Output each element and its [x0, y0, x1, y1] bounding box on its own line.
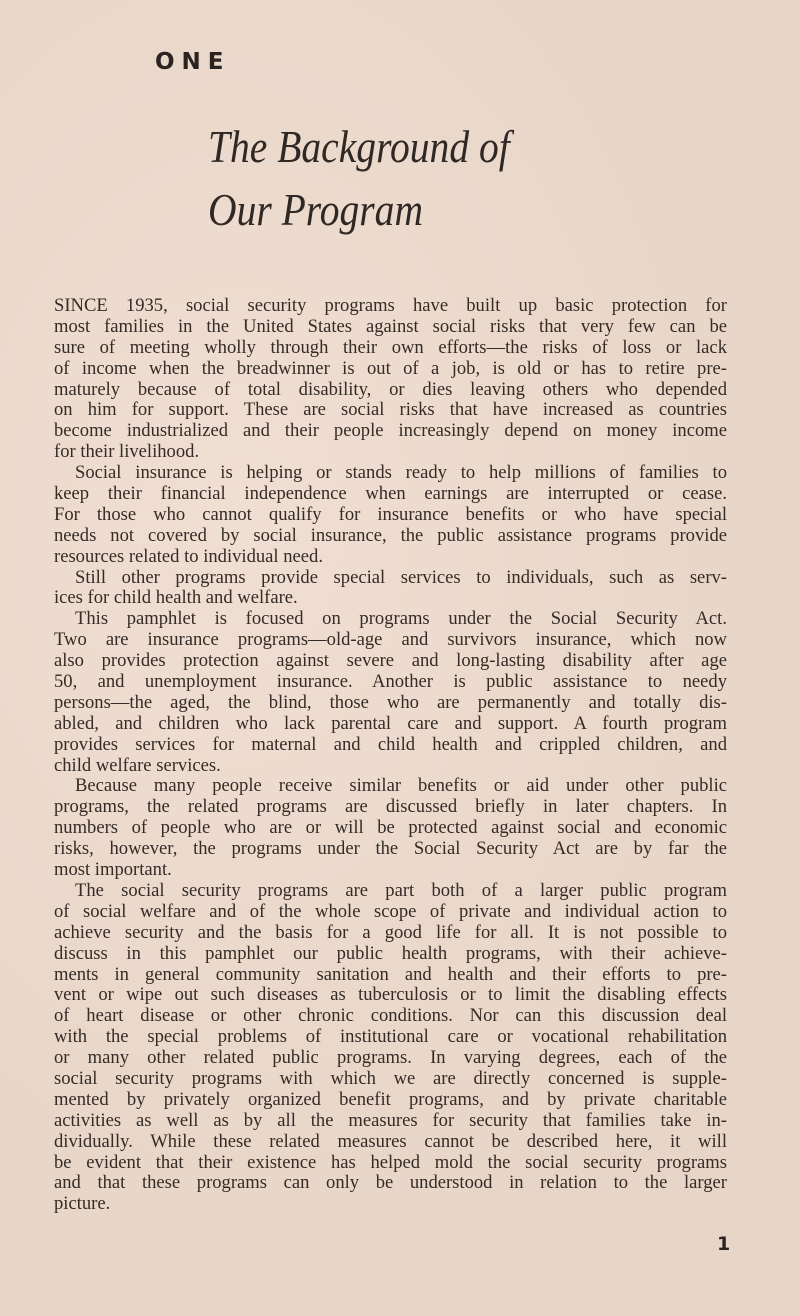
page-number: 1: [717, 1233, 731, 1255]
text-line: most important.: [54, 859, 172, 881]
text-line: abled, and children who lack parental care and support. A fourth program: [54, 712, 727, 734]
paragraph: [54, 609, 727, 776]
text-line: programs, the related programs are discussed briefly in later chapters. In: [54, 796, 727, 818]
text-line: dividually. While these related measures cannot be described here, it will: [54, 1130, 727, 1152]
chapter-title-line-2: Our Program: [208, 184, 424, 235]
text-line: social security programs with which we are directly concerned is supple-: [54, 1067, 727, 1089]
text-line: keep their financial independence when earnings are interrupted or cease.: [54, 483, 727, 505]
paragraph: [54, 881, 727, 1215]
text-line: The social security programs are part both of a larger public program: [75, 879, 727, 901]
text-line: numbers of people who are or will be protected against social and economic: [54, 817, 727, 839]
text-line: for their livelihood.: [54, 441, 200, 463]
text-line: achieve security and the basis for a good life for all. It is not possible to: [54, 921, 727, 943]
paragraph: [54, 463, 727, 567]
text-line: For those who cannot qualify for insurance benefits or who have special: [54, 503, 727, 525]
chapter-title-line-1: The Background of: [208, 121, 510, 172]
text-line: provides services for maternal and child health and crippled children, and: [54, 733, 727, 755]
body-text: [54, 296, 727, 1215]
text-line: Social insurance is helping or stands ready to help millions of families to: [75, 462, 727, 484]
text-line: maturely because of total disability, or dies leaving others who depended: [54, 378, 727, 400]
text-line: and that these programs can only be understood in relation to the larger: [54, 1172, 727, 1194]
text-line: of heart disease or other chronic conditions. Nor can this discussion deal: [54, 1005, 727, 1027]
text-line: ments in general community sanitation and health and their efforts to pre-: [54, 963, 727, 985]
text-line: risks, however, the programs under the Social Security Act are by far the: [54, 838, 727, 860]
text-line: ices for child health and welfare.: [54, 587, 298, 609]
text-line: be evident that their existence has helped mold the social security programs: [54, 1151, 727, 1173]
text-line: Because many people receive similar benefits or aid under other public: [75, 775, 727, 797]
text-line: on him for support. These are social risks that have increased as countries: [54, 399, 727, 421]
text-line: Still other programs provide special services to individuals, such as serv-: [75, 566, 727, 588]
text-line: of social welfare and of the whole scope of private and individual action to: [54, 900, 727, 922]
paragraph: [54, 776, 727, 880]
text-line: persons—the aged, the blind, those who are permanently and totally dis-: [54, 691, 727, 713]
text-line: activities as well as by all the measures for security that families take in-: [54, 1109, 727, 1131]
text-line: resources related to individual need.: [54, 545, 323, 567]
text-line: become industrialized and their people increasingly depend on money income: [54, 420, 727, 442]
text-line: needs not covered by social insurance, the public assistance programs provide: [54, 524, 727, 546]
text-line: picture.: [54, 1193, 111, 1215]
paragraph: [54, 568, 727, 610]
text-line: This pamphlet is focused on programs under the Social Security Act.: [75, 608, 727, 630]
text-line: SINCE 1935, social security programs have built up basic protection for: [54, 295, 727, 316]
paragraph: [54, 296, 727, 463]
chapter-label: ONE: [155, 49, 231, 75]
text-line: 50, and unemployment insurance. Another is public assistance to needy: [54, 671, 727, 693]
text-line: with the special problems of institutional care or vocational rehabilitation: [54, 1026, 727, 1048]
text-line: child welfare services.: [54, 754, 221, 776]
text-line: most families in the United States against social risks that very few can be: [54, 315, 727, 337]
text-line: of income when the breadwinner is out of a job, is old or has to retire pre-: [54, 357, 727, 379]
text-line: Two are insurance programs—old-age and survivors insurance, which now: [54, 629, 727, 651]
text-line: mented by privately organized benefit programs, and by private charitable: [54, 1088, 727, 1110]
text-line: discuss in this pamphlet our public health programs, with their achieve-: [54, 942, 727, 964]
text-line: vent or wipe out such diseases as tuberculosis or to limit the disabling effects: [54, 984, 727, 1006]
text-line: also provides protection against severe and long-lasting disability after age: [54, 650, 727, 672]
text-line: or many other related public programs. In varying degrees, each of the: [54, 1047, 727, 1069]
text-line: sure of meeting wholly through their own efforts—the risks of loss or lack: [54, 336, 727, 358]
